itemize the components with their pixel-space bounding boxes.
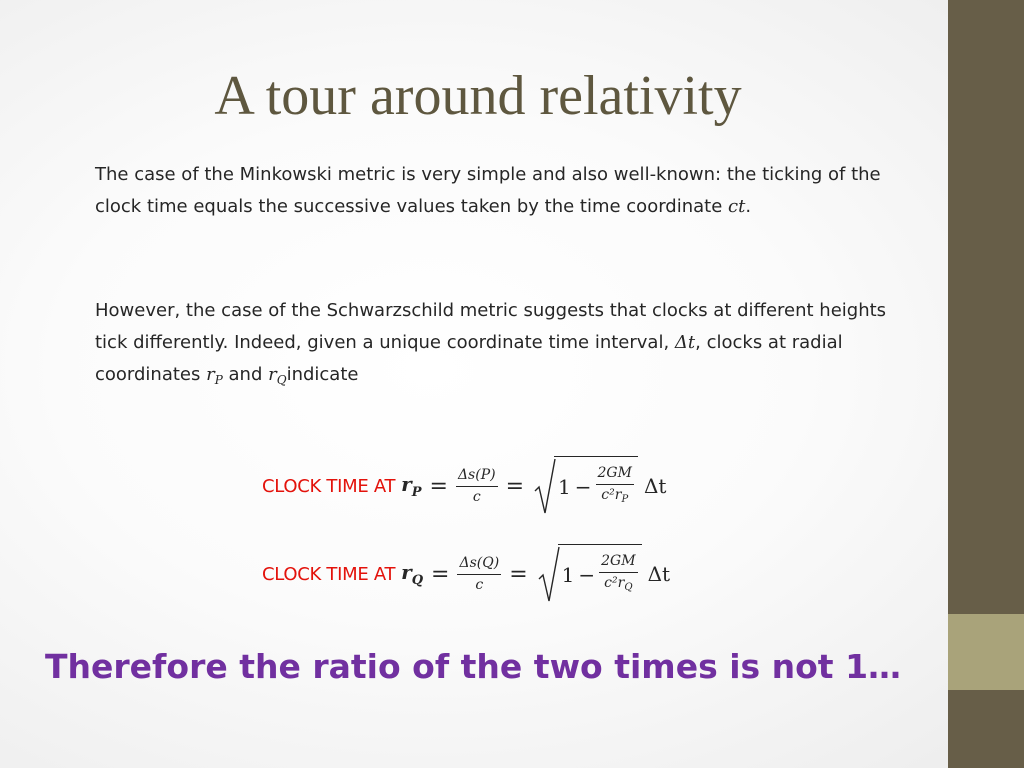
denominator-sub: P: [621, 494, 629, 505]
fraction-numerator: Δs(Q): [457, 555, 501, 575]
paragraph-schwarzschild-text-c: and: [222, 364, 269, 385]
equals-sign: =: [431, 561, 450, 587]
fraction-2gm: [599, 553, 637, 596]
radicand: [554, 456, 638, 513]
math-delta-t: Δt: [674, 332, 696, 353]
math-ct: ct: [728, 196, 746, 217]
fraction-2gm: [596, 465, 634, 508]
fraction-numerator: Δs(P): [456, 467, 498, 487]
conclusion-text: Therefore the ratio of the two times is not 1…: [45, 647, 902, 686]
fraction-denominator: [604, 573, 632, 596]
math-r-p: r: [206, 364, 215, 385]
equation-variable-sub: Q: [411, 573, 424, 588]
equation-variable: [401, 560, 423, 588]
delta-t: Δt: [643, 474, 667, 498]
paragraph-minkowski: [95, 159, 905, 223]
fraction-denominator: c: [472, 488, 481, 505]
minus-sign: −: [574, 474, 592, 499]
radicand: [558, 544, 642, 601]
math-sub-p: P: [214, 373, 223, 387]
equation-variable: [401, 472, 421, 500]
slide-title: A tour around relativity: [214, 65, 742, 127]
sidebar-accent-block: [948, 614, 1024, 690]
square-root: [538, 545, 642, 603]
equation-clock-time-q: [262, 544, 670, 604]
paragraph-schwarzschild: [95, 295, 905, 396]
fraction-numerator: 2GM: [599, 553, 637, 573]
math-r-q: r: [268, 364, 277, 385]
equals-sign: =: [505, 473, 525, 499]
equals-sign: =: [429, 473, 448, 499]
paragraph-schwarzschild-text-b: , clocks at radial coordinates: [95, 332, 843, 385]
paragraph-minkowski-text: The case of the Minkowski metric is very simple and also well-known: the ticking of the clock time equals the successive values taken by the time coordinate: [95, 164, 881, 217]
square-root: [534, 457, 638, 515]
equation-clock-time-p: [262, 456, 666, 516]
paragraph-schwarzschild-text-d: indicate: [286, 364, 359, 385]
denominator-base: c²r: [604, 575, 625, 591]
minus-sign: −: [578, 562, 596, 587]
paragraph-minkowski-end: .: [745, 196, 752, 217]
paragraph-schwarzschild-text-a: However, the case of the Schwarzschild metric suggests that clocks at different heights tick differently. Indeed, given a unique coordinate time interval,: [95, 300, 887, 353]
delta-t: Δt: [647, 562, 671, 586]
fraction-numerator: 2GM: [596, 465, 634, 485]
radicand-one: 1: [558, 474, 571, 499]
equation-variable-r: r: [401, 560, 412, 584]
radical-sign-icon: [534, 457, 556, 515]
math-sub-q: Q: [276, 373, 287, 387]
fraction-denominator: c: [475, 576, 484, 593]
equation-variable-r: r: [401, 472, 412, 496]
radicand-one: 1: [561, 562, 575, 587]
fraction-delta-s: [456, 467, 498, 506]
equation-label: CLOCK TIME AT: [262, 475, 396, 497]
fraction-delta-s: [457, 555, 501, 594]
denominator-base: c²r: [601, 487, 622, 503]
equation-label: CLOCK TIME AT: [262, 563, 396, 585]
denominator-sub: Q: [624, 582, 633, 593]
fraction-denominator: [601, 485, 628, 508]
equals-sign: =: [509, 561, 528, 587]
equation-variable-sub: P: [411, 485, 422, 500]
radical-sign-icon: [538, 545, 560, 603]
